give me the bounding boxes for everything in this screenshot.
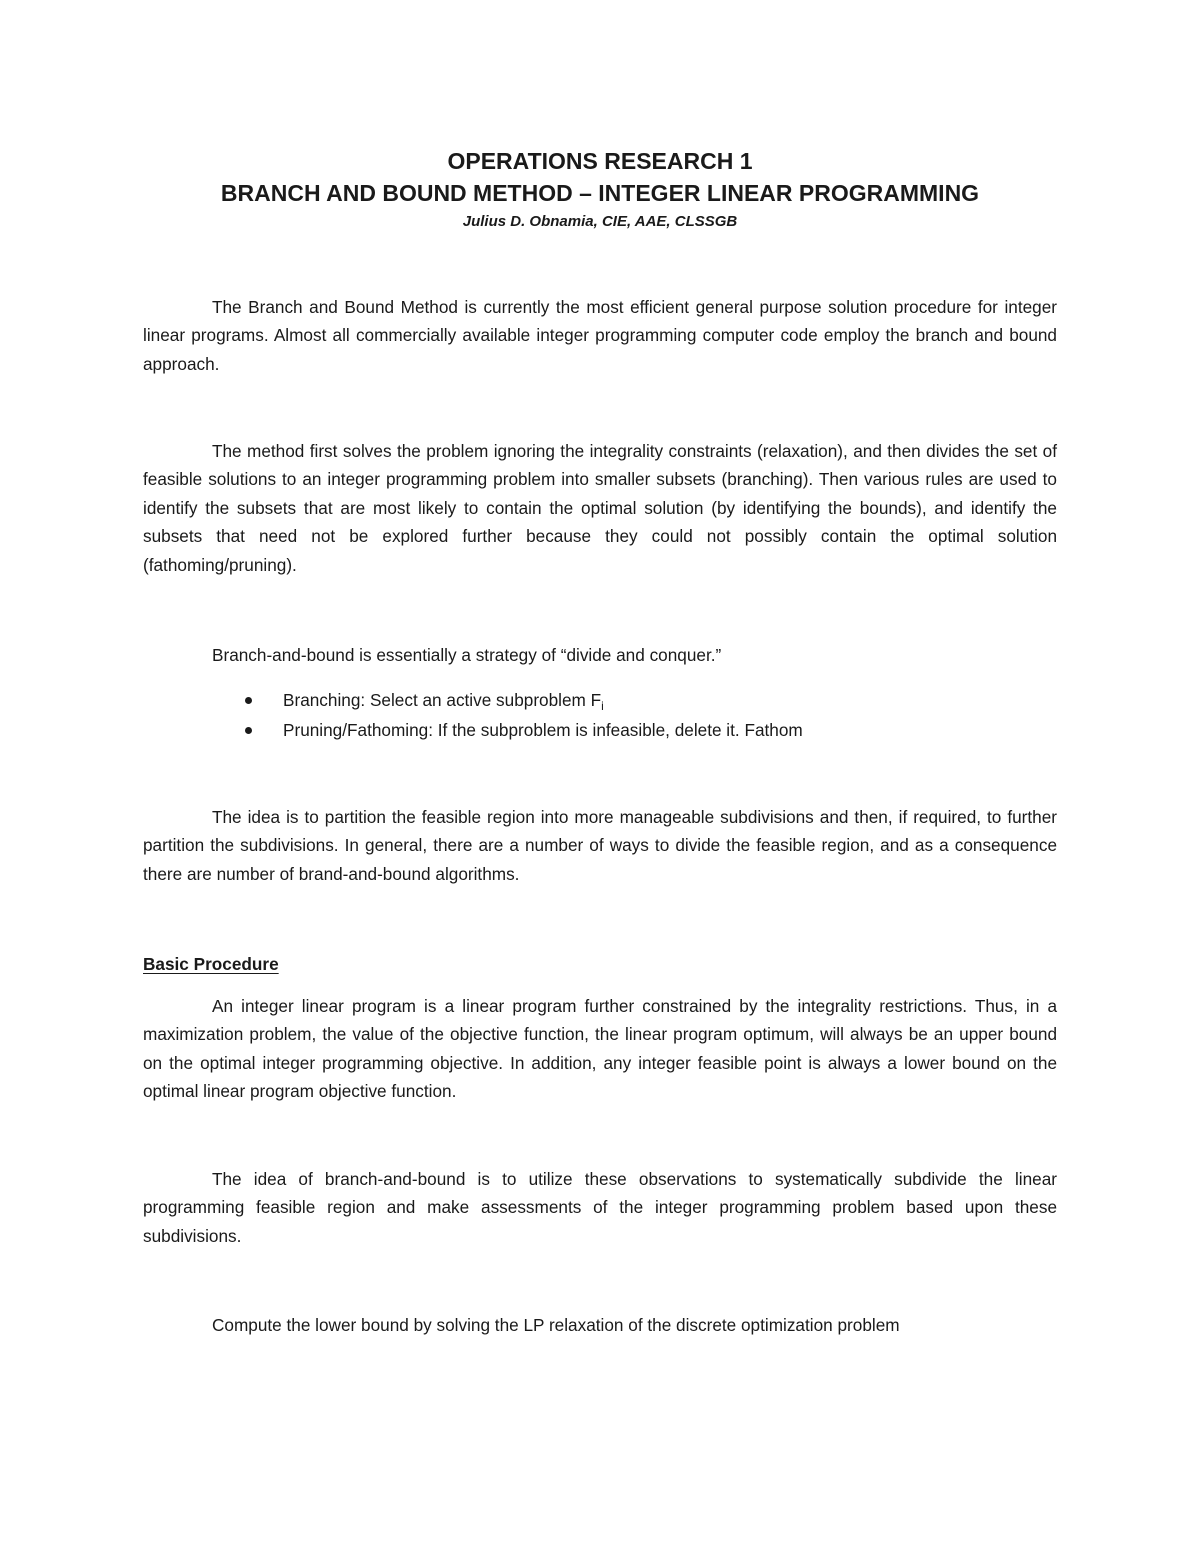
- bullet-list: [212, 685, 803, 745]
- bullet-subscript: i: [601, 699, 604, 713]
- document-title: OPERATIONS RESEARCH 1: [447, 148, 753, 174]
- document-author: Julius D. Obnamia, CIE, AAE, CLSSGB: [462, 213, 738, 230]
- bullet-text: Pruning/Fathoming: If the subproblem is infeasible, delete it. Fathom: [283, 720, 803, 740]
- paragraph-observations: The idea of branch-and-bound is to utilize these observations to systematically subdivide the linear programming feasible region and make assessments of the integer programming problem based upon these subdivisions.: [143, 1169, 1057, 1246]
- paragraph-procedure: An integer linear program is a linear program further constrained by the integrality restrictions. Thus, in a maximization problem, the value of the objective function, the linear program optimum, will always be an upper bound on the optimal integer programming objective. In addition, any integer feasible point is always a lower bound on the optimal linear program objective function.: [143, 996, 1057, 1102]
- paragraph-intro: The Branch and Bound Method is currently the most efficient general purpose solution procedure for integer linear programs. Almost all commercially available integer programming computer code employ the branch and bound approach.: [143, 297, 1057, 374]
- document-subtitle: BRANCH AND BOUND METHOD – INTEGER LINEAR PROGRAMMING: [220, 180, 980, 206]
- bullet-icon: [245, 697, 252, 704]
- paragraph-strategy: Branch-and-bound is essentially a strategy of “divide and conquer.”: [212, 645, 722, 665]
- paragraph-method: The method first solves the problem ignoring the integrality constraints (relaxation), and then divides the set of feasible solutions to an integer programming problem into smaller subsets (branching). Then various rules are used to identify the subsets that are most likely to contain the optimal solution (by identifying the bounds), and identify the subsets that need not be explored further because they could not possibly contain the optimal solution (fathoming/pruning).: [143, 441, 1057, 575]
- bullet-text: Branching: Select an active subproblem F: [283, 690, 602, 710]
- bullet-item-pruning: [212, 715, 803, 745]
- section-heading: Basic Procedure: [143, 954, 279, 974]
- bullet-icon: [245, 727, 252, 734]
- paragraph-partition: The idea is to partition the feasible region into more manageable subdivisions and then, if required, to further partition the subdivisions. In general, there are a number of ways to divide the feasible region, and as a consequence there are number of brand-and-bound algorithms.: [143, 807, 1057, 884]
- paragraph-lower-bound: Compute the lower bound by solving the LP relaxation of the discrete optimization problem: [212, 1315, 900, 1335]
- bullet-item-branching: [212, 685, 803, 715]
